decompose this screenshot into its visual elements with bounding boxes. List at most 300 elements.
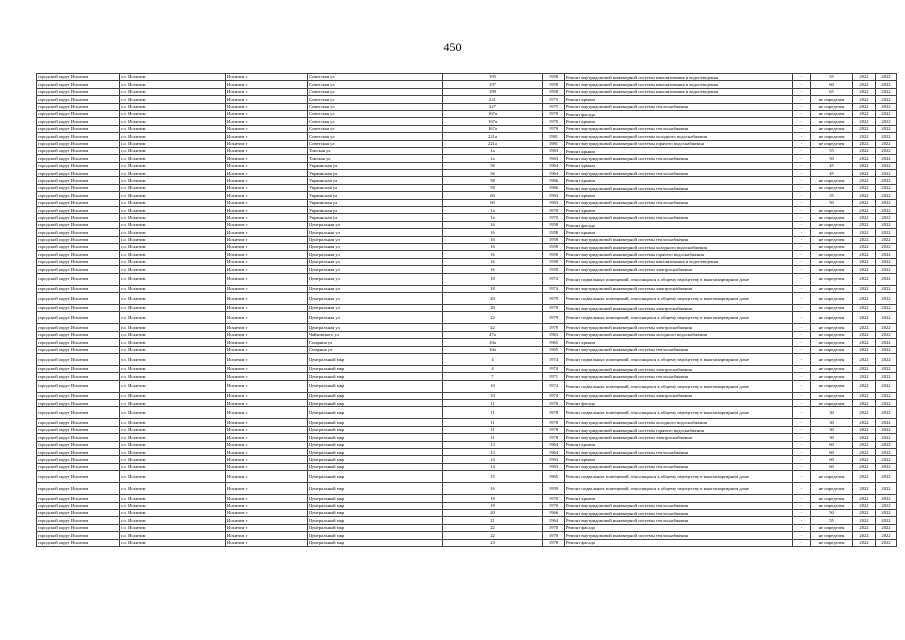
cell-settlement: Искитим г: [226, 147, 308, 154]
cell-settlement: Искитим г: [226, 495, 308, 502]
cell-settlement: Искитим г: [226, 407, 308, 419]
cell-cost: не определен: [811, 380, 853, 392]
cell-dash: -: [793, 524, 811, 531]
table-row: [37, 449, 897, 456]
cell-year_start: 2022: [853, 170, 876, 177]
cell-street: Советская ул: [308, 103, 443, 110]
cell-cost: не определен: [811, 125, 853, 132]
cell-municipality: городской округ Искитим: [37, 251, 120, 258]
cell-settlement_type: г.о. Искитим: [120, 162, 226, 169]
cell-year: 1970: [543, 118, 565, 125]
cell-year_start: 2022: [853, 147, 876, 154]
cell-dash: -: [793, 353, 811, 365]
cell-municipality: городской округ Искитим: [37, 373, 120, 380]
cell-house: 20: [443, 304, 543, 311]
cell-year_end: 2022: [876, 103, 897, 110]
cell-work: Ремонт подвальных помещений, относящихся к общему имуществу в многоквартирном доме: [565, 483, 793, 495]
cell-settlement: Искитим г: [226, 539, 308, 546]
cell-settlement: Искитим г: [226, 285, 308, 292]
cell-work: Ремонт крыши: [565, 162, 793, 169]
cell-work: Ремонт внутридомовой инженерной системы теплоснабжения: [565, 184, 793, 191]
cell-street: Центральный мкр: [308, 463, 443, 470]
cell-dash: -: [793, 74, 811, 81]
cell-year_end: 2022: [876, 463, 897, 470]
cell-street: Советская ул: [308, 125, 443, 132]
cell-year_end: 2022: [876, 229, 897, 236]
cell-settlement_type: г.о. Искитим: [120, 456, 226, 463]
cell-year: 1958: [543, 243, 565, 250]
cell-year_start: 2022: [853, 88, 876, 95]
cell-year_start: 2022: [853, 426, 876, 433]
table-row: [37, 88, 897, 95]
cell-work: Ремонт крыши: [565, 456, 793, 463]
cell-year_start: 2022: [853, 483, 876, 495]
cell-year_start: 2022: [853, 258, 876, 265]
table-row: [37, 312, 897, 324]
cell-house: 167а: [443, 110, 543, 117]
cell-street: Центральная ул: [308, 273, 443, 285]
table-row: [37, 273, 897, 285]
cell-year_end: 2022: [876, 140, 897, 147]
table-row: [37, 140, 897, 147]
cell-street: Центральный мкр: [308, 426, 443, 433]
cell-year_end: 2022: [876, 456, 897, 463]
table-row: [37, 456, 897, 463]
cell-cost: не определен: [811, 229, 853, 236]
cell-work: Ремонт подвальных помещений, относящихся к общему имуществу в многоквартирном доме: [565, 292, 793, 304]
cell-settlement: Искитим г: [226, 199, 308, 206]
cell-year_start: 2022: [853, 392, 876, 399]
cell-year_start: 2022: [853, 346, 876, 353]
cell-year_start: 2022: [853, 192, 876, 199]
cell-year_start: 2022: [853, 184, 876, 191]
cell-year_end: 2022: [876, 177, 897, 184]
cell-work: Ремонт фасада: [565, 110, 793, 117]
cell-dash: -: [793, 426, 811, 433]
cell-settlement: Искитим г: [226, 118, 308, 125]
cell-house: 16: [443, 236, 543, 243]
cell-dash: -: [793, 221, 811, 228]
table-row: [37, 184, 897, 191]
cell-street: Центральный мкр: [308, 456, 443, 463]
cell-cost: 65: [811, 88, 853, 95]
cell-year_end: 2022: [876, 449, 897, 456]
table-row: [37, 509, 897, 516]
cell-year_end: 2022: [876, 426, 897, 433]
cell-year_start: 2022: [853, 96, 876, 103]
cell-dash: -: [793, 346, 811, 353]
cell-settlement: Искитим г: [226, 266, 308, 273]
cell-cost: не определен: [811, 140, 853, 147]
cell-dash: -: [793, 463, 811, 470]
cell-work: Ремонт подвальных помещений, относящихся к общему имуществу в многоквартирном доме: [565, 407, 793, 419]
cell-street: Советская ул: [308, 96, 443, 103]
cell-settlement: Искитим г: [226, 133, 308, 140]
cell-settlement_type: г.о. Искитим: [120, 251, 226, 258]
cell-year: 1970: [543, 524, 565, 531]
cell-settlement_type: г.о. Искитим: [120, 118, 226, 125]
cell-year: 1966: [543, 177, 565, 184]
cell-year_start: 2022: [853, 304, 876, 311]
cell-year: 1963: [543, 456, 565, 463]
cell-house: 56: [443, 170, 543, 177]
cell-year: 1959: [543, 266, 565, 273]
cell-year: 1978: [543, 434, 565, 441]
cell-cost: 60: [811, 449, 853, 456]
cell-cost: 60: [811, 456, 853, 463]
cell-work: Ремонт внутридомовой инженерной системы теплоснабжения: [565, 373, 793, 380]
cell-settlement: Искитим г: [226, 463, 308, 470]
table-row: [37, 441, 897, 448]
cell-cost: не определен: [811, 292, 853, 304]
cell-cost: не определен: [811, 373, 853, 380]
cell-cost: не определен: [811, 532, 853, 539]
cell-municipality: городской округ Искитим: [37, 207, 120, 214]
cell-cost: не определен: [811, 471, 853, 483]
cell-settlement_type: г.о. Искитим: [120, 346, 226, 353]
cell-year: 1975: [543, 103, 565, 110]
cell-year: 1958: [543, 88, 565, 95]
cell-cost: не определен: [811, 96, 853, 103]
cell-year: 1974: [543, 285, 565, 292]
cell-dash: -: [793, 380, 811, 392]
cell-cost: не определен: [811, 118, 853, 125]
cell-year: 1964: [543, 170, 565, 177]
cell-work: Ремонт внутридомовой инженерной системы электроснабжения: [565, 304, 793, 311]
cell-settlement: Искитим г: [226, 312, 308, 324]
cell-work: Ремонт внутридомовой инженерной системы теплоснабжения: [565, 509, 793, 516]
cell-year_end: 2022: [876, 517, 897, 524]
capital-repair-table: [36, 73, 897, 547]
cell-settlement_type: г.о. Искитим: [120, 147, 226, 154]
cell-settlement: Искитим г: [226, 502, 308, 509]
cell-work: Ремонт внутридомовой инженерной системы холодного водоснабжения: [565, 243, 793, 250]
cell-year_start: 2022: [853, 524, 876, 531]
cell-dash: -: [793, 184, 811, 191]
table-row: [37, 125, 897, 132]
cell-cost: не определен: [811, 184, 853, 191]
cell-cost: 55: [811, 192, 853, 199]
cell-work: Ремонт внутридомовой инженерной системы теплоснабжения: [565, 346, 793, 353]
cell-work: Ремонт крыши: [565, 207, 793, 214]
cell-year: 1965: [543, 339, 565, 346]
cell-year_end: 2022: [876, 184, 897, 191]
cell-work: Ремонт внутридомовой инженерной системы электроснабжения: [565, 266, 793, 273]
cell-work: Ремонт внутридомовой инженерной системы электроснабжения: [565, 365, 793, 372]
cell-settlement_type: г.о. Искитим: [120, 103, 226, 110]
cell-year: 1963: [543, 463, 565, 470]
cell-cost: не определен: [811, 285, 853, 292]
cell-house: 10: [443, 392, 543, 399]
cell-house: 22: [443, 524, 543, 531]
cell-street: Гагарина ул: [308, 339, 443, 346]
cell-year: 1970: [543, 125, 565, 132]
cell-settlement_type: г.о. Искитим: [120, 221, 226, 228]
cell-year_end: 2022: [876, 170, 897, 177]
cell-year_start: 2022: [853, 434, 876, 441]
cell-house: 16: [443, 483, 543, 495]
cell-settlement: Искитим г: [226, 419, 308, 426]
cell-year_end: 2022: [876, 155, 897, 162]
cell-work: Ремонт внутридомовой инженерной системы электроснабжения: [565, 434, 793, 441]
cell-year_start: 2022: [853, 221, 876, 228]
cell-house: 11: [443, 400, 543, 407]
cell-year: 1964: [543, 449, 565, 456]
cell-settlement: Искитим г: [226, 125, 308, 132]
cell-street: Украинская ул: [308, 199, 443, 206]
table-row: [37, 81, 897, 88]
cell-year_end: 2022: [876, 147, 897, 154]
cell-settlement: Искитим г: [226, 426, 308, 433]
cell-settlement: Искитим г: [226, 346, 308, 353]
table-row: [37, 96, 897, 103]
cell-municipality: городской округ Искитим: [37, 495, 120, 502]
cell-dash: -: [793, 373, 811, 380]
cell-street: Чайковского ул: [308, 331, 443, 338]
cell-municipality: городской округ Искитим: [37, 331, 120, 338]
cell-year_end: 2022: [876, 441, 897, 448]
cell-house: 16: [443, 243, 543, 250]
cell-municipality: городской округ Искитим: [37, 162, 120, 169]
cell-street: Центральная ул: [308, 258, 443, 265]
cell-house: 16: [443, 266, 543, 273]
cell-year: 1958: [543, 229, 565, 236]
cell-dash: -: [793, 199, 811, 206]
cell-house: 16: [443, 221, 543, 228]
cell-settlement_type: г.о. Искитим: [120, 392, 226, 399]
cell-year_end: 2022: [876, 133, 897, 140]
table-row: [37, 539, 897, 546]
cell-year_end: 2022: [876, 483, 897, 495]
cell-municipality: городской округ Искитим: [37, 539, 120, 546]
cell-work: Ремонт внутридомовой инженерной системы теплоснабжения: [565, 532, 793, 539]
table-row: [37, 373, 897, 380]
cell-settlement: Искитим г: [226, 434, 308, 441]
cell-year: 1963: [543, 147, 565, 154]
cell-settlement: Искитим г: [226, 331, 308, 338]
cell-house: 18: [443, 502, 543, 509]
cell-cost: 55: [811, 74, 853, 81]
cell-work: Ремонт внутридомовой инженерной системы теплоснабжения: [565, 214, 793, 221]
cell-cost: не определен: [811, 312, 853, 324]
cell-street: Украинская ул: [308, 170, 443, 177]
cell-work: Ремонт внутридомовой инженерной системы канализования и водоотведения: [565, 74, 793, 81]
cell-municipality: городской округ Искитим: [37, 199, 120, 206]
cell-dash: -: [793, 392, 811, 399]
cell-settlement_type: г.о. Искитим: [120, 155, 226, 162]
cell-year_end: 2022: [876, 419, 897, 426]
cell-house: 56: [443, 162, 543, 169]
cell-year: 1965: [543, 471, 565, 483]
cell-municipality: городской округ Искитим: [37, 324, 120, 331]
cell-street: Центральный мкр: [308, 509, 443, 516]
cell-settlement_type: г.о. Искитим: [120, 483, 226, 495]
cell-work: Ремонт внутридомовой инженерной системы теплоснабжения: [565, 125, 793, 132]
cell-settlement: Искитим г: [226, 441, 308, 448]
cell-municipality: городской округ Искитим: [37, 365, 120, 372]
cell-year_end: 2022: [876, 74, 897, 81]
cell-year_end: 2022: [876, 192, 897, 199]
table-row: [37, 103, 897, 110]
cell-dash: -: [793, 324, 811, 331]
cell-municipality: городской округ Искитим: [37, 266, 120, 273]
cell-cost: 50: [811, 509, 853, 516]
cell-dash: -: [793, 331, 811, 338]
cell-cost: не определен: [811, 110, 853, 117]
cell-dash: -: [793, 177, 811, 184]
cell-year_end: 2022: [876, 312, 897, 324]
cell-house: 18: [443, 285, 543, 292]
cell-settlement_type: г.о. Искитим: [120, 400, 226, 407]
cell-settlement: Искитим г: [226, 483, 308, 495]
cell-municipality: городской округ Искитим: [37, 292, 120, 304]
cell-street: Центральная ул: [308, 292, 443, 304]
table-row: [37, 380, 897, 392]
cell-cost: 45: [811, 162, 853, 169]
cell-cost: не определен: [811, 236, 853, 243]
cell-dash: -: [793, 441, 811, 448]
cell-house: 227: [443, 103, 543, 110]
cell-street: Центральный мкр: [308, 483, 443, 495]
table-row: [37, 285, 897, 292]
cell-year: 1970: [543, 495, 565, 502]
cell-settlement_type: г.о. Искитим: [120, 285, 226, 292]
cell-settlement_type: г.о. Искитим: [120, 353, 226, 365]
cell-settlement_type: г.о. Искитим: [120, 495, 226, 502]
cell-settlement_type: г.о. Искитим: [120, 199, 226, 206]
cell-year: 1966: [543, 184, 565, 191]
cell-dash: -: [793, 312, 811, 324]
cell-cost: 55: [811, 147, 853, 154]
cell-year: 1959: [543, 483, 565, 495]
cell-year_end: 2022: [876, 539, 897, 546]
cell-street: Центральный мкр: [308, 392, 443, 399]
cell-municipality: городской округ Искитим: [37, 103, 120, 110]
cell-settlement_type: г.о. Искитим: [120, 324, 226, 331]
cell-year_start: 2022: [853, 243, 876, 250]
cell-dash: -: [793, 81, 811, 88]
cell-municipality: городской округ Искитим: [37, 110, 120, 117]
cell-work: Ремонт внутридомовой инженерной системы канализования и водоотведения: [565, 81, 793, 88]
cell-work: Ремонт внутридомовой инженерной системы теплоснабжения: [565, 170, 793, 177]
cell-cost: не определен: [811, 331, 853, 338]
cell-settlement_type: г.о. Искитим: [120, 434, 226, 441]
cell-settlement: Искитим г: [226, 339, 308, 346]
cell-street: Центральный мкр: [308, 539, 443, 546]
cell-municipality: городской округ Искитим: [37, 243, 120, 250]
cell-street: Центральный мкр: [308, 353, 443, 365]
cell-year: 1970: [543, 214, 565, 221]
cell-settlement_type: г.о. Искитим: [120, 229, 226, 236]
cell-settlement_type: г.о. Искитим: [120, 214, 226, 221]
cell-settlement_type: г.о. Искитим: [120, 184, 226, 191]
cell-year_start: 2022: [853, 273, 876, 285]
cell-settlement_type: г.о. Искитим: [120, 509, 226, 516]
cell-street: Украинская ул: [308, 192, 443, 199]
cell-year_start: 2022: [853, 285, 876, 292]
cell-cost: не определен: [811, 266, 853, 273]
cell-year: 1978: [543, 426, 565, 433]
cell-year_end: 2022: [876, 471, 897, 483]
cell-settlement: Искитим г: [226, 509, 308, 516]
cell-work: Ремонт подвальных помещений, относящихся к общему имуществу в многоквартирном доме: [565, 380, 793, 392]
cell-street: Центральная ул: [308, 251, 443, 258]
cell-work: Ремонт крыши: [565, 177, 793, 184]
cell-year_end: 2022: [876, 199, 897, 206]
cell-settlement_type: г.о. Искитим: [120, 243, 226, 250]
cell-settlement: Искитим г: [226, 243, 308, 250]
cell-year_end: 2022: [876, 88, 897, 95]
cell-settlement_type: г.о. Искитим: [120, 312, 226, 324]
cell-dash: -: [793, 214, 811, 221]
table-row: [37, 229, 897, 236]
cell-dash: -: [793, 449, 811, 456]
cell-street: Центральный мкр: [308, 495, 443, 502]
cell-street: Советская ул: [308, 110, 443, 117]
cell-year: 1978: [543, 400, 565, 407]
cell-municipality: городской округ Искитим: [37, 88, 120, 95]
cell-work: Ремонт внутридомовой инженерной системы электроснабжения: [565, 324, 793, 331]
cell-street: Советская ул: [308, 140, 443, 147]
cell-year_start: 2022: [853, 539, 876, 546]
cell-settlement: Искитим г: [226, 162, 308, 169]
cell-dash: -: [793, 292, 811, 304]
cell-house: 23: [443, 539, 543, 546]
cell-year: 1981: [543, 133, 565, 140]
cell-street: Центральная ул: [308, 229, 443, 236]
cell-year: 1966: [543, 509, 565, 516]
cell-house: 14: [443, 456, 543, 463]
cell-settlement_type: г.о. Искитим: [120, 258, 226, 265]
table-row: [37, 346, 897, 353]
cell-settlement_type: г.о. Искитим: [120, 81, 226, 88]
table-row: [37, 192, 897, 199]
cell-municipality: городской округ Искитим: [37, 407, 120, 419]
cell-year: 1963: [543, 155, 565, 162]
cell-year: 1964: [543, 162, 565, 169]
cell-settlement: Искитим г: [226, 380, 308, 392]
cell-street: Советская ул: [308, 88, 443, 95]
cell-year: 1970: [543, 110, 565, 117]
cell-year_end: 2022: [876, 118, 897, 125]
table-row: [37, 266, 897, 273]
cell-year: 1964: [543, 441, 565, 448]
table-row: [37, 434, 897, 441]
cell-cost: не определен: [811, 243, 853, 250]
cell-settlement: Искитим г: [226, 229, 308, 236]
cell-settlement: Искитим г: [226, 140, 308, 147]
cell-dash: -: [793, 517, 811, 524]
cell-house: 197: [443, 81, 543, 88]
cell-cost: не определен: [811, 539, 853, 546]
cell-municipality: городской округ Искитим: [37, 236, 120, 243]
cell-settlement_type: г.о. Искитим: [120, 331, 226, 338]
cell-year_start: 2022: [853, 236, 876, 243]
cell-municipality: городской округ Искитим: [37, 140, 120, 147]
table-row: [37, 170, 897, 177]
cell-street: Центральная ул: [308, 236, 443, 243]
cell-street: Центральный мкр: [308, 380, 443, 392]
cell-work: Ремонт внутридомовой инженерной системы теплоснабжения: [565, 463, 793, 470]
cell-settlement: Искитим г: [226, 221, 308, 228]
cell-work: Ремонт внутридомовой инженерной системы теплоснабжения: [565, 236, 793, 243]
cell-cost: 60: [811, 463, 853, 470]
cell-work: Ремонт крыши: [565, 339, 793, 346]
cell-dash: -: [793, 483, 811, 495]
cell-settlement: Искитим г: [226, 304, 308, 311]
table-row: [37, 532, 897, 539]
cell-cost: не определен: [811, 324, 853, 331]
